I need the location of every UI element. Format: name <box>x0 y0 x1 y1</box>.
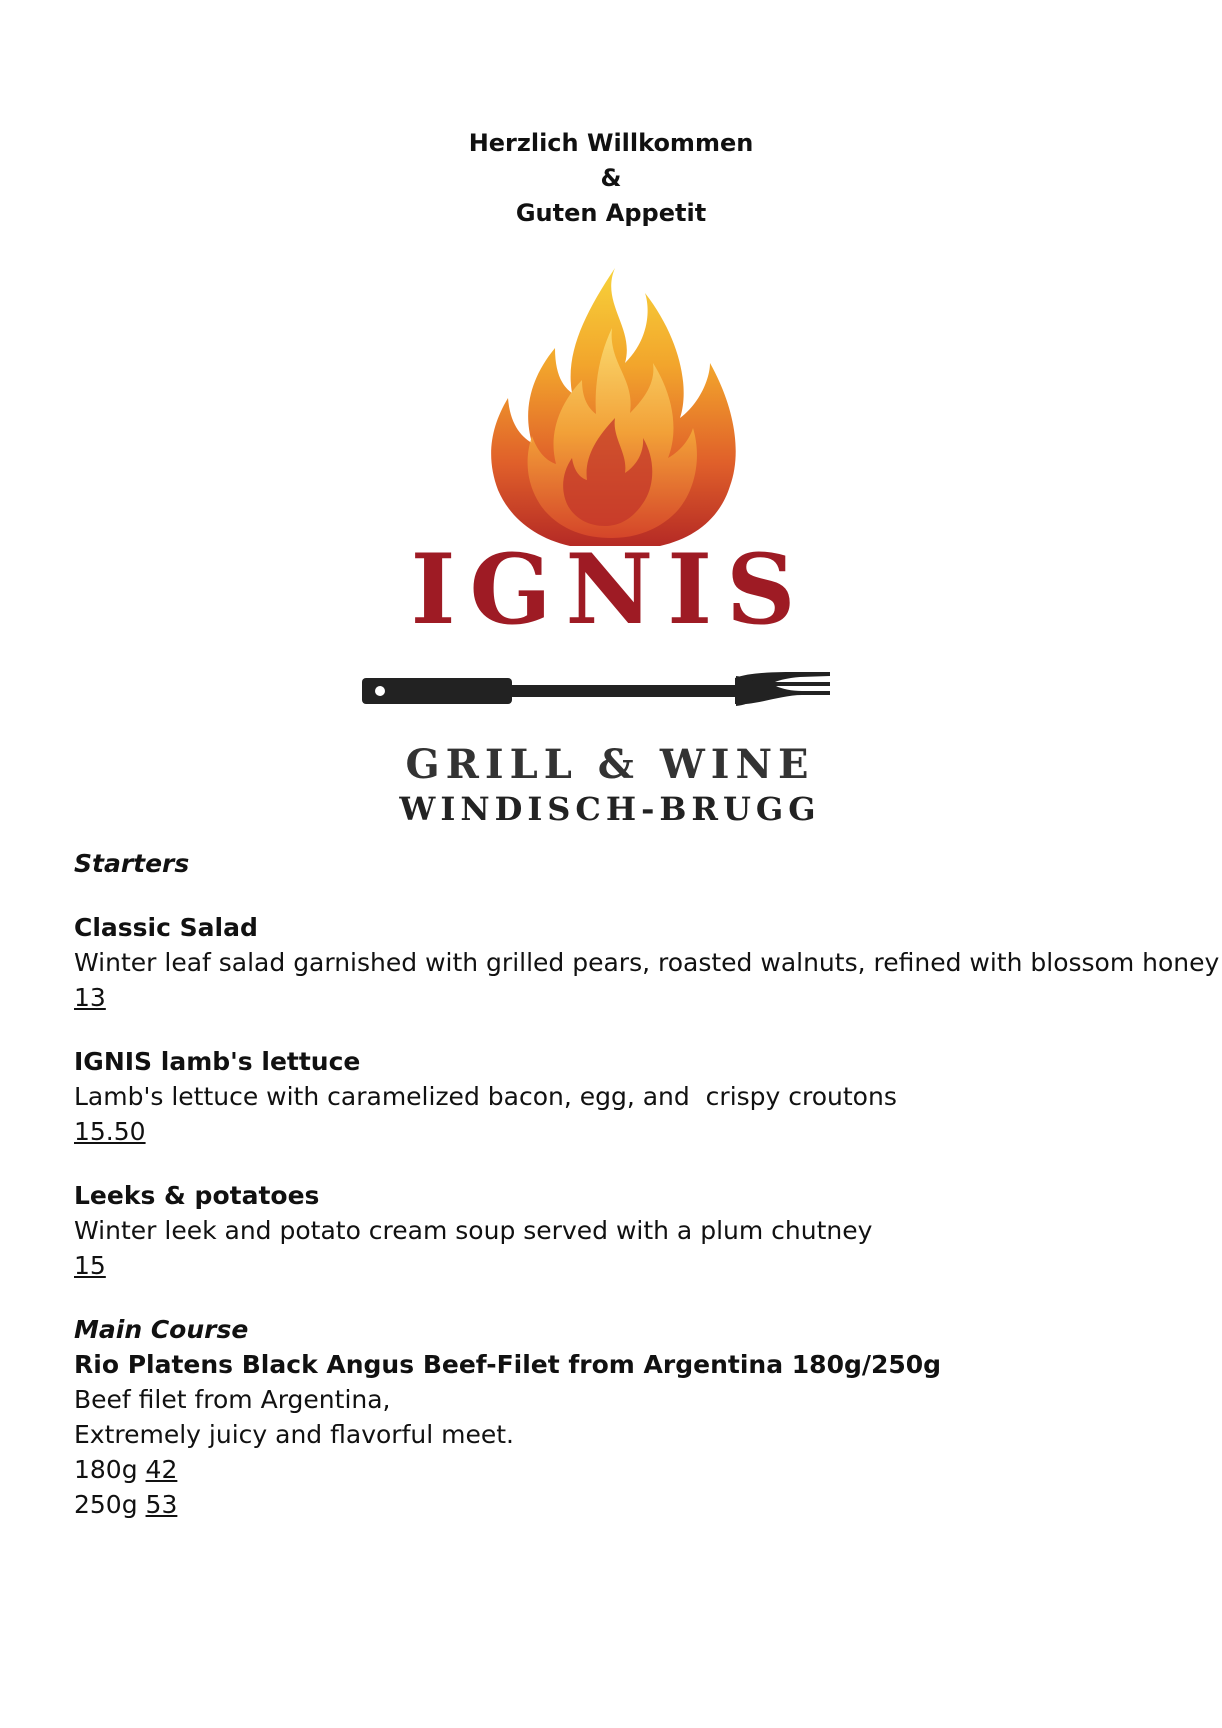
section-title-main-course: Main Course <box>74 1315 249 1344</box>
grill-fork-icon <box>362 672 830 706</box>
option-size: 180g <box>74 1455 138 1484</box>
welcome-line-1: Herzlich Willkommen <box>468 129 754 157</box>
item-name: IGNIS lamb's lettuce <box>74 1047 361 1076</box>
item-description-line-1: Beef filet from Argentina, <box>74 1385 391 1414</box>
item-price: 15 <box>74 1251 106 1280</box>
item-price: 15.50 <box>74 1117 146 1146</box>
item-option <box>74 1452 1174 1487</box>
ignis-logo <box>350 268 870 828</box>
menu-item-beef-filet <box>74 1347 1174 1522</box>
welcome-header <box>0 126 1222 231</box>
item-name: Classic Salad <box>74 913 258 942</box>
menu-content <box>74 846 1220 1522</box>
item-description: Winter leaf salad garnished with grilled pears, roasted walnuts, refined with blossom honey <box>74 948 1220 977</box>
item-description: Winter leek and potato cream soup served with a plum chutney <box>74 1216 873 1245</box>
menu-item-classic-salad <box>74 910 1220 1015</box>
logo-location: WINDISCH-BRUGG <box>399 790 821 828</box>
option-price: 53 <box>145 1490 178 1519</box>
welcome-line-3: Guten Appetit <box>515 199 707 227</box>
welcome-line-2: & <box>600 164 622 192</box>
item-name: Leeks & potatoes <box>74 1181 320 1210</box>
flame-icon <box>491 268 736 546</box>
item-price: 13 <box>74 983 106 1012</box>
item-name: Rio Platens Black Angus Beef-Filet from Argentina 180g/250g <box>74 1350 942 1379</box>
option-size: 250g <box>74 1490 138 1519</box>
item-description: Lamb's lettuce with caramelized bacon, egg, and crispy croutons <box>74 1082 897 1111</box>
logo-wordmark: IGNIS <box>410 533 810 646</box>
section-title-starters: Starters <box>74 849 190 878</box>
menu-item-leeks-potatoes <box>74 1178 1174 1283</box>
option-price: 42 <box>145 1455 178 1484</box>
logo-graphic <box>350 268 870 828</box>
logo-tagline: GRILL & WINE <box>405 741 815 788</box>
item-description-line-2: Extremely juicy and flavorful meet. <box>74 1420 514 1449</box>
item-option <box>74 1487 1174 1522</box>
menu-item-lambs-lettuce <box>74 1044 1174 1149</box>
